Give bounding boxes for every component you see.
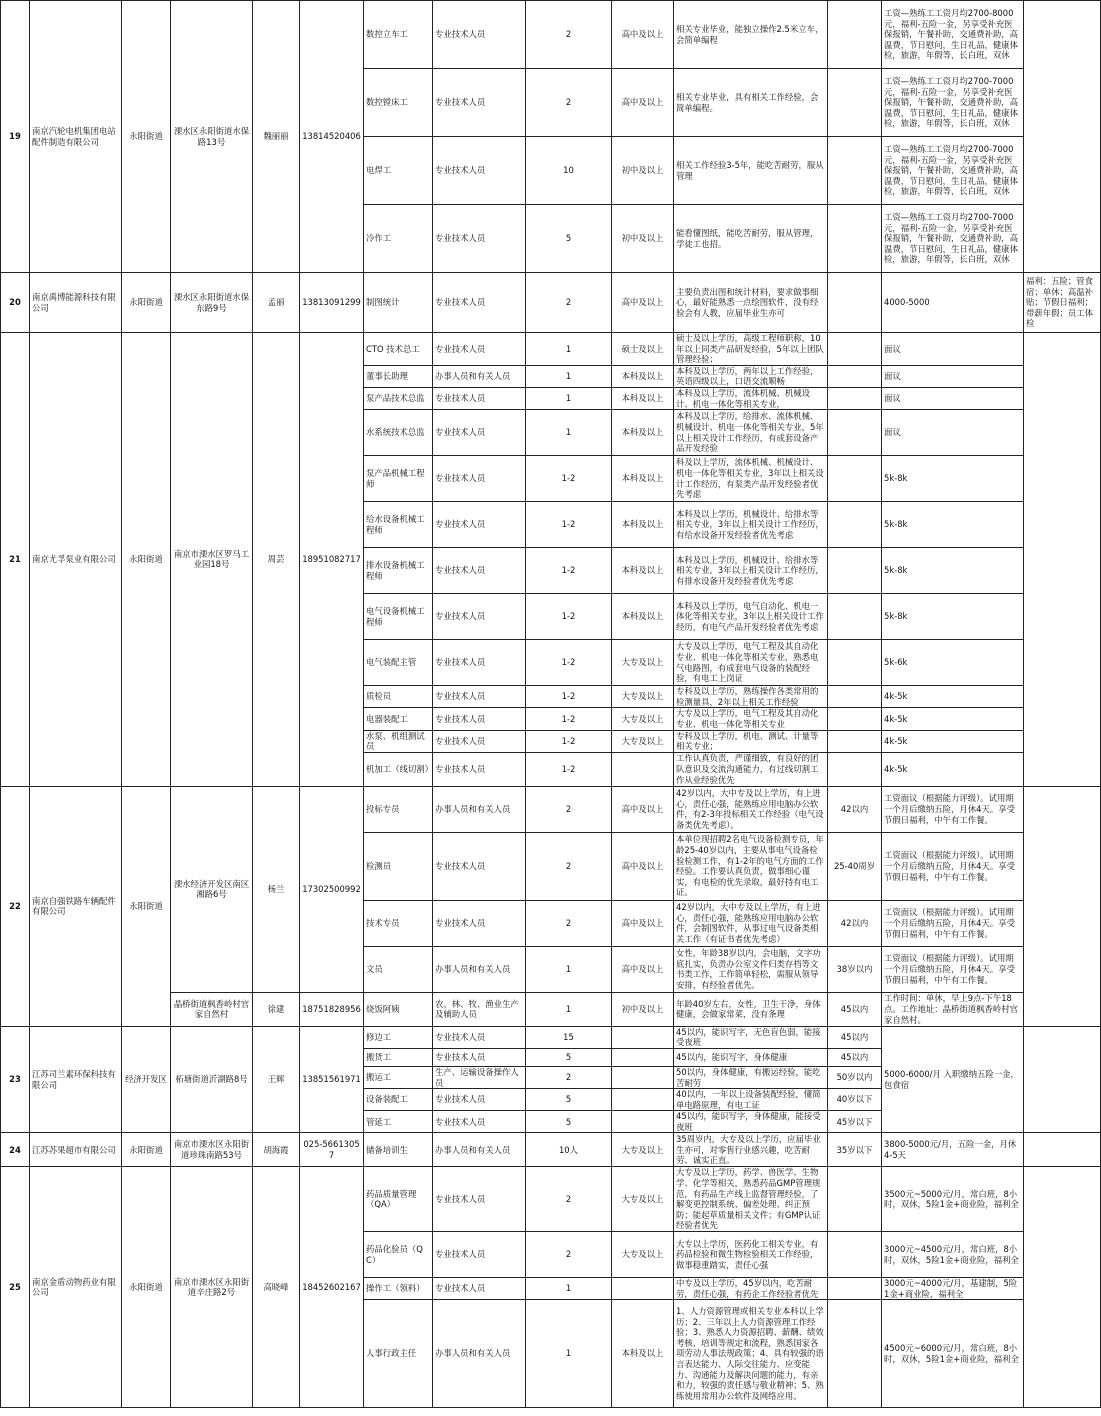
job-title: 质检员 (364, 686, 433, 708)
job-count: 1-2 (526, 456, 612, 502)
job-age: 45以内 (828, 992, 882, 1026)
job-salary: 3000元~4000元/月，基建制，5险1金+商业险，福利全 (882, 1278, 1024, 1300)
job-age (828, 273, 882, 333)
job-requirements: 中专及以上学历，45岁以内，吃苦耐劳，责任心强，有药企工作经验者优先 (674, 1278, 828, 1300)
company-contact: 王辉 (253, 1026, 300, 1133)
job-education: 大专及以上 (612, 708, 674, 730)
company-name: 江苏司兰素环保科技有限公司 (30, 1026, 122, 1133)
job-count: 1-2 (526, 594, 612, 640)
job-education: 本科及以上 (612, 410, 674, 456)
job-salary: 工资面议（根据能力评级）。试用期一个月后缴纳五险，月休4天。享受节假日福利，中午有工作餐。 (882, 786, 1024, 832)
job-category: 农、林、牧、渔业生产及辅助人员 (433, 992, 526, 1026)
job-title: 搬货工 (364, 1048, 433, 1066)
job-age: 45岁以下 (828, 1111, 882, 1133)
company-welfare (1024, 333, 1101, 787)
job-requirements: 45以内，能识写字，无色盲色弱，能接受夜班 (674, 1026, 828, 1048)
job-count: 2 (526, 1066, 612, 1088)
job-education: 大专及以上 (612, 1133, 674, 1167)
job-title: 给水设备机械工程师 (364, 502, 433, 548)
company-phone: 13851561971 (300, 1026, 364, 1133)
job-education: 高中及以上 (612, 69, 674, 137)
job-education (612, 1278, 674, 1300)
job-title: 搬运工 (364, 1066, 433, 1088)
job-title: 文员 (364, 946, 433, 992)
job-category: 专业技术人员 (433, 730, 526, 752)
job-salary: 工作时间：单休，早上9点-下午18点。工作地址：晶桥街道枫香岭村官家自然村。 (882, 992, 1024, 1026)
company-contact: 周芸 (253, 333, 300, 787)
company-number: 25 (1, 1167, 30, 1408)
job-salary: 面议 (882, 365, 1024, 387)
job-salary: 面议 (882, 410, 1024, 456)
company-welfare (1024, 1, 1101, 273)
job-requirements: 42岁以内，大中专及以上学历，有上进心，责任心强，能熟练应用电脑办公软件，有2-3年投标相关工作经验（电气设备类优先考虑）。 (674, 786, 828, 832)
job-count: 2 (526, 1167, 612, 1232)
job-title: 泵产品技术总监 (364, 387, 433, 409)
job-count: 1 (526, 946, 612, 992)
job-title: 人事行政主任 (364, 1300, 433, 1408)
job-category: 专业技术人员 (433, 387, 526, 409)
job-salary: 3500元~5000元/月，常白班，8小时，双休，5险1金+商业险，福利全 (882, 1167, 1024, 1232)
company-number: 24 (1, 1133, 30, 1167)
job-age (828, 137, 882, 205)
job-salary: 3000元~4500元/月，常白班，8小时，双休，5险1金+商业险，福利全 (882, 1232, 1024, 1278)
job-education: 初中及以上 (612, 205, 674, 273)
job-education: 硕士及以上 (612, 333, 674, 366)
table-row (1, 1133, 1101, 1167)
company-name: 南京禹博能源科技有限公司 (30, 273, 122, 333)
job-count: 2 (526, 832, 612, 900)
job-age (828, 730, 882, 752)
job-requirements: 45以内，能识写字，身体健康，能接受夜班 (674, 1111, 828, 1133)
company-street: 永阳街道 (122, 786, 171, 1026)
job-count: 2 (526, 900, 612, 946)
company-number: 23 (1, 1026, 30, 1133)
job-title: 电器装配工 (364, 708, 433, 730)
job-requirements: 50以内，身体健康，有搬运经验，能吃苦耐劳 (674, 1066, 828, 1088)
company-street: 永阳街道 (122, 273, 171, 333)
job-title: 管延工 (364, 1111, 433, 1133)
job-count: 1 (526, 992, 612, 1026)
job-requirements: 本科及以上学历，电气自动化、机电一体化等相关专业，3年以上相关设计工作经历，有电气产品开发经验者优先考虑 (674, 594, 828, 640)
job-title: 泵产品机械工程师 (364, 456, 433, 502)
job-salary: 4k-5k (882, 752, 1024, 786)
job-age (828, 1232, 882, 1278)
job-category: 专业技术人员 (433, 752, 526, 786)
job-salary: 5k-8k (882, 502, 1024, 548)
job-title: 修边工 (364, 1026, 433, 1048)
job-education: 本科及以上 (612, 456, 674, 502)
job-age (828, 640, 882, 686)
job-salary: 面议 (882, 333, 1024, 366)
job-count: 5 (526, 205, 612, 273)
job-age (828, 548, 882, 594)
job-education: 高中及以上 (612, 946, 674, 992)
company-welfare: 福利：五险；管食宿；单休；高温补贴；节假日福利；带薪年假；员工体检 (1024, 273, 1101, 333)
company-welfare (1024, 1133, 1101, 1167)
company-phone: 17302500992 (300, 786, 364, 992)
job-title: 电气设备机械工程师 (364, 594, 433, 640)
job-education: 本科及以上 (612, 594, 674, 640)
job-count: 1-2 (526, 752, 612, 786)
job-count: 2 (526, 69, 612, 137)
job-age (828, 387, 882, 409)
job-salary: 5000-6000/月 入职缴纳五险一金，包食宿 (882, 1026, 1024, 1133)
job-count: 5 (526, 1048, 612, 1066)
job-category: 专业技术人员 (433, 548, 526, 594)
job-title: 电气装配主管 (364, 640, 433, 686)
job-education: 本科及以上 (612, 502, 674, 548)
job-salary: 4500元~6000元/月，常白班，8小时，双休，5险1金+商业险，福利全 (882, 1300, 1024, 1408)
job-title: CTO 技术总工 (364, 333, 433, 366)
company-name: 南京尤孚泵业有限公司 (30, 333, 122, 787)
job-count: 1-2 (526, 730, 612, 752)
job-requirements: 1、人力资源管理或相关专业本科以上学历；2、三年以上人力资源管理工作经验；3、熟悉人力资源招聘、薪酬、绩效考核、培训等规定和流程，熟悉国家各项劳动人事法规政策；4、具有较强的语言表达能力、人际交往能力、应变能力、沟通能力及解决问题的能力，有亲和力，较强的责任感与敬业精神；5、熟练使用常用办公软件及网络应用。 (674, 1300, 828, 1408)
job-requirements: 大专及以上学历，电气工程及其自动化专业、机电一体化等相关专业 (674, 708, 828, 730)
job-count: 1 (526, 333, 612, 366)
company-phone: 18452602167 (300, 1167, 364, 1408)
job-education: 大专及以上 (612, 640, 674, 686)
job-count: 2 (526, 1, 612, 69)
job-salary: 4k-5k (882, 730, 1024, 752)
job-age (828, 333, 882, 366)
job-count: 1 (526, 1300, 612, 1408)
job-count: 1 (526, 1278, 612, 1300)
job-age (828, 752, 882, 786)
job-requirements: 相关专业毕业，能独立操作2.5米立车，会简单编程 (674, 1, 828, 69)
job-salary: 工资—熟练工工资月均2700-7000元，福利-五险一金，另享受补充医保报销，午餐补助，交通费补助，高温费，节日慰问，生日礼品，健康体检，旅游，年假等，长白班，双休 (882, 205, 1024, 273)
job-salary: 工资面议（根据能力评级）。试用期一个月后缴纳五险，月休4天。享受节假日福利，中午有工作餐。 (882, 900, 1024, 946)
company-contact: 高晓峰 (253, 1167, 300, 1408)
job-education: 大专及以上 (612, 1167, 674, 1232)
job-title: 数控立车工 (364, 1, 433, 69)
job-count: 1-2 (526, 708, 612, 730)
job-education: 大专及以上 (612, 686, 674, 708)
job-title: 数控镗床工 (364, 69, 433, 137)
job-age: 42以内 (828, 900, 882, 946)
job-title: 储备培训生 (364, 1133, 433, 1167)
job-age (828, 205, 882, 273)
job-requirements: 大专及以上学历，药学、兽医学、生物学、化学等相关，熟悉药品GMP管理规范，有药品生产线上监督管理经验，了解变更控制系统、偏差处理、纠正预防；能起草质量相关文件；有GMP认证经验者优先 (674, 1167, 828, 1232)
job-age: 40岁以下 (828, 1089, 882, 1111)
company-street: 永阳街道 (122, 1, 171, 273)
job-requirements: 本科及以上学历，两年以上工作经验，英语四级以上，口语交流顺畅 (674, 365, 828, 387)
job-age: 35岁以下 (828, 1133, 882, 1167)
job-salary: 工资面议（根据能力评级）。试用期一个月后缴纳五险，月休4天。享受节假日福利，中午有工作餐。 (882, 946, 1024, 992)
job-salary: 5k-8k (882, 594, 1024, 640)
job-age (828, 1300, 882, 1408)
company-number: 19 (1, 1, 30, 273)
job-count: 1 (526, 365, 612, 387)
job-age (828, 456, 882, 502)
job-category: 专业技术人员 (433, 69, 526, 137)
job-category: 专业技术人员 (433, 1167, 526, 1232)
job-education: 高中及以上 (612, 900, 674, 946)
job-category: 专业技术人员 (433, 205, 526, 273)
job-education: 本科及以上 (612, 365, 674, 387)
job-salary: 4k-5k (882, 708, 1024, 730)
job-requirements: 本科及以上学历，给排水、流体机械、机械设计、机电一体化等相关专业，5年以上相关设计工作经历，有成套设备产品开发经验 (674, 410, 828, 456)
job-category: 办事人员和有关人员 (433, 1133, 526, 1167)
job-title: 电焊工 (364, 137, 433, 205)
company-street: 永阳街道 (122, 1167, 171, 1408)
job-requirements: 大专以上学历，医药化工相关专业，有药品检验和微生物检验相关工作经验，做事稳重踏实，责任心强 (674, 1232, 828, 1278)
job-category: 专业技术人员 (433, 594, 526, 640)
company-street: 永阳街道 (122, 333, 171, 787)
job-salary: 工资—熟练工工资月均2700-8000元，福利-五险一金，另享受补充医保报销，午餐补助，交通费补助，高温费，节日慰问，生日礼品，健康体检，旅游，年假等，长白班，双休 (882, 1, 1024, 69)
job-title: 水系统技术总监 (364, 410, 433, 456)
job-education: 本科及以上 (612, 548, 674, 594)
job-category: 专业技术人员 (433, 1278, 526, 1300)
job-count: 1-2 (526, 502, 612, 548)
job-age: 25-40周岁 (828, 832, 882, 900)
job-category: 专业技术人员 (433, 456, 526, 502)
company-address: 南京市溧水区永阳街道辛庄路2号 (171, 1167, 253, 1408)
job-title: 烧饭阿姨 (364, 992, 433, 1026)
company-number: 20 (1, 273, 30, 333)
company-name: 南京金盾动物药业有限公司 (30, 1167, 122, 1408)
job-category: 专业技术人员 (433, 686, 526, 708)
job-category: 专业技术人员 (433, 1026, 526, 1048)
job-age: 42以内 (828, 786, 882, 832)
job-education: 初中及以上 (612, 992, 674, 1026)
job-education (612, 1089, 674, 1111)
job-category: 专业技术人员 (433, 502, 526, 548)
company-name: 南京自强铁路车辆配件有限公司 (30, 786, 122, 1026)
company-phone: 025-56613057 (300, 1133, 364, 1167)
job-requirements: 本单位现招聘2名电气设备检测专员，年龄25-40岁以内，主要从事电气设备检验检测工作，有1-2年的电气方面的工作经验。工作要认真负责，做事细心谨实，有电检的优先录取，最好持有电工证。 (674, 832, 828, 900)
jobs-table-body (1, 1, 1101, 1408)
job-count: 2 (526, 1232, 612, 1278)
job-title: 制图统计 (364, 273, 433, 333)
job-education (612, 1066, 674, 1088)
company-phone: 18751828956 (300, 992, 364, 1026)
company-phone: 18951082717 (300, 333, 364, 787)
company-address: 柘塘街道沂湖路8号 (171, 1026, 253, 1133)
job-salary: 3800-5000元/月，五险一金，月休4-5天 (882, 1133, 1024, 1167)
job-age (828, 1, 882, 69)
company-phone: 13813091299 (300, 273, 364, 333)
job-category: 办事人员和有关人员 (433, 946, 526, 992)
job-education: 高中及以上 (612, 1, 674, 69)
job-title: 投标专员 (364, 786, 433, 832)
company-phone: 13814520406 (300, 1, 364, 273)
job-title: 冷作工 (364, 205, 433, 273)
job-count: 5 (526, 1089, 612, 1111)
job-age (828, 365, 882, 387)
company-street: 永阳街道 (122, 1133, 171, 1167)
job-education: 高中及以上 (612, 786, 674, 832)
company-address: 南京市溧水区永阳街道珍珠南路53号 (171, 1133, 253, 1167)
job-requirements: 女性，年龄38岁以内，会电脑，文字功底扎实，负责办公室文件归类存档等文书类工作，工作简单轻松，需服从领导安排，有经验者优先。 (674, 946, 828, 992)
job-category: 生产、运输设备操作人员 (433, 1066, 526, 1088)
job-requirements: 年龄40岁左右，女性，卫生干净，身体健康，会做家常菜，没有条理 (674, 992, 828, 1026)
table-row (1, 786, 1101, 832)
job-age (828, 1278, 882, 1300)
job-count: 1-2 (526, 640, 612, 686)
job-salary: 4000-5000 (882, 273, 1024, 333)
company-welfare (1024, 1167, 1101, 1408)
job-education (612, 1026, 674, 1048)
company-name: 南京汽轮电机集团电站配件制造有限公司 (30, 1, 122, 273)
job-requirements: 35周岁内，大专及以上学历，应届毕业生亦可，对零售行业感兴趣，吃苦耐劳、诚实正直。 (674, 1133, 828, 1167)
job-requirements: 40以内，一年以上设备装配经验，懂简单电路原理，有电工证 (674, 1089, 828, 1111)
company-address: 溧水经济开发区南区湘路6号 (171, 786, 253, 992)
job-age (828, 502, 882, 548)
company-address: 溧水区永阳街道水保东路9号 (171, 273, 253, 333)
job-salary: 4k-5k (882, 686, 1024, 708)
job-salary: 5k-6k (882, 640, 1024, 686)
job-education (612, 1048, 674, 1066)
table-row (1, 1, 1101, 69)
job-title: 药品化验员（QC） (364, 1232, 433, 1278)
job-requirements: 主要负责出图和统计材料，要求做事细心，最好能熟悉一点绘图软件，没有经验会有人教，应届毕业生亦可 (674, 273, 828, 333)
job-category: 专业技术人员 (433, 900, 526, 946)
job-requirements: 专科及以上学历，机电、测试、计量等相关专业； (674, 730, 828, 752)
company-street: 经济开发区 (122, 1026, 171, 1133)
job-salary: 工资—熟练工工资月均2700-7000元，福利-五险一金，另享受补充医保报销，午餐补助，交通费补助，高温费，节日慰问，生日礼品，健康体检，旅游，年假等，长白班，双休 (882, 69, 1024, 137)
company-name: 江苏苏果超市有限公司 (30, 1133, 122, 1167)
job-requirements: 专科及以上学历，熟练操作各类常用的检测量具，2年以上相关工作经验 (674, 686, 828, 708)
job-requirements: 相关专业毕业，具有相关工作经验，会简单编程。 (674, 69, 828, 137)
table-row (1, 1167, 1101, 1232)
job-count: 1-2 (526, 548, 612, 594)
company-contact: 杨兰 (253, 786, 300, 992)
job-age (828, 410, 882, 456)
job-count: 10 (526, 137, 612, 205)
job-count: 10人 (526, 1133, 612, 1167)
job-age (828, 1167, 882, 1232)
job-requirements: 42岁以内，大中专及以上学历，有上进心，责任心强，能熟练应用电脑办公软件，会制图软件，从事过电气设备类相关工作（有证书者优先考虑） (674, 900, 828, 946)
job-education: 大专及以上 (612, 1232, 674, 1278)
job-title: 药品质量管理（QA） (364, 1167, 433, 1232)
company-contact: 胡海霞 (253, 1133, 300, 1167)
job-category: 专业技术人员 (433, 273, 526, 333)
job-education: 初中及以上 (612, 137, 674, 205)
job-requirements: 本科及以上学历，流体机械、机械设计、机电一体化等相关专业， (674, 387, 828, 409)
job-category: 专业技术人员 (433, 410, 526, 456)
job-age: 45以内 (828, 1048, 882, 1066)
job-education: 本科及以上 (612, 1300, 674, 1408)
job-age: 50岁以内 (828, 1066, 882, 1088)
job-requirements: 工作认真负责，严谨细致，有良好的团队意识及交流沟通能力，有过线切割工作从业经验优先 (674, 752, 828, 786)
company-number: 21 (1, 333, 30, 787)
job-salary: 5k-8k (882, 456, 1024, 502)
job-title: 机加工（线切割） (364, 752, 433, 786)
job-category: 专业技术人员 (433, 1232, 526, 1278)
job-category: 专业技术人员 (433, 640, 526, 686)
job-requirements: 45以内，能识写字，身体健康 (674, 1048, 828, 1066)
job-category: 专业技术人员 (433, 137, 526, 205)
job-education: 本科及以上 (612, 387, 674, 409)
company-number: 22 (1, 786, 30, 1026)
table-row (1, 333, 1101, 366)
company-contact: 魏丽丽 (253, 1, 300, 273)
job-age: 38岁以内 (828, 946, 882, 992)
job-category: 办事人员和有关人员 (433, 365, 526, 387)
job-requirements: 本科及以上学历，机械设计、给排水等相关专业，3年以上相关设计工作经历，有给水设备开发经验者优先考虑 (674, 502, 828, 548)
job-title: 操作工（领料） (364, 1278, 433, 1300)
job-age (828, 686, 882, 708)
job-requirements: 硕士及以上学历，高级工程师职称，10年以上同类产品研发经验，5年以上团队管理经验； (674, 333, 828, 366)
table-row (1, 1026, 1101, 1048)
job-salary: 面议 (882, 387, 1024, 409)
job-category: 办事人员和有关人员 (433, 786, 526, 832)
job-education (612, 752, 674, 786)
job-category: 专业技术人员 (433, 1089, 526, 1111)
job-category: 专业技术人员 (433, 1111, 526, 1133)
job-title: 排水设备机械工程师 (364, 548, 433, 594)
company-contact: 孟丽 (253, 273, 300, 333)
job-age (828, 708, 882, 730)
company-contact: 徐建 (253, 992, 300, 1026)
job-requirements: 相关工作经验3-5年，能吃苦耐劳，服从管理 (674, 137, 828, 205)
job-title: 技术专员 (364, 900, 433, 946)
company-welfare (1024, 786, 1101, 1026)
job-education (612, 1111, 674, 1133)
table-row (1, 273, 1101, 333)
job-title: 董事长助理 (364, 365, 433, 387)
company-address: 晶桥街道枫香岭村官家自然村 (171, 992, 253, 1026)
job-category: 专业技术人员 (433, 333, 526, 366)
company-address: 南京市溧水区罗马工业园18号 (171, 333, 253, 787)
job-category: 专业技术人员 (433, 1048, 526, 1066)
company-address: 溧水区永阳街道水保路13号 (171, 1, 253, 273)
job-requirements: 科及以上学历，流体机械、机械设计、机电一体化等相关专业，3年以上相关设计工作经历，有泵类产品开发经验者优先考虑 (674, 456, 828, 502)
job-age (828, 594, 882, 640)
job-category: 专业技术人员 (433, 832, 526, 900)
job-age (828, 69, 882, 137)
job-title: 设备装配工 (364, 1089, 433, 1111)
job-requirements: 大专及以上学历，电气工程及其自动化专业、机电一体化等相关专业，熟悉电气电路图，有成套电气设备的装配经验，有电工上岗证 (674, 640, 828, 686)
company-welfare (1024, 1026, 1101, 1133)
job-count: 5 (526, 1111, 612, 1133)
job-education: 大专及以上 (612, 730, 674, 752)
job-education: 高中及以上 (612, 832, 674, 900)
job-title: 水泵、机组测试员 (364, 730, 433, 752)
job-count: 2 (526, 786, 612, 832)
job-requirements: 能看懂图纸，能吃苦耐劳，服从管理，学徒工也招。 (674, 205, 828, 273)
job-count: 1 (526, 410, 612, 456)
job-category: 专业技术人员 (433, 708, 526, 730)
job-title: 检测员 (364, 832, 433, 900)
job-count: 2 (526, 273, 612, 333)
job-salary: 工资—熟练工工资月均2700-7000元，福利-五险一金，另享受补充医保报销，午餐补助，交通费补助，高温费，节日慰问，生日礼品，健康体检，旅游，年假等，长白班，双休 (882, 137, 1024, 205)
job-salary: 工资面议（根据能力评级）。试用期一个月后缴纳五险，月休4天。享受节假日福利，中午有工作餐。 (882, 832, 1024, 900)
job-education: 高中及以上 (612, 273, 674, 333)
job-count: 1 (526, 387, 612, 409)
job-count: 1-2 (526, 686, 612, 708)
job-salary: 5k-8k (882, 548, 1024, 594)
job-category: 办事人员和有关人员 (433, 1300, 526, 1408)
job-requirements: 本科及以上学历，机械设计、给排水等相关专业，3年以上相关设计工作经历，有排水设备开发经验者优先考虑 (674, 548, 828, 594)
job-category: 专业技术人员 (433, 1, 526, 69)
job-count: 15 (526, 1026, 612, 1048)
job-age: 45以内 (828, 1026, 882, 1048)
